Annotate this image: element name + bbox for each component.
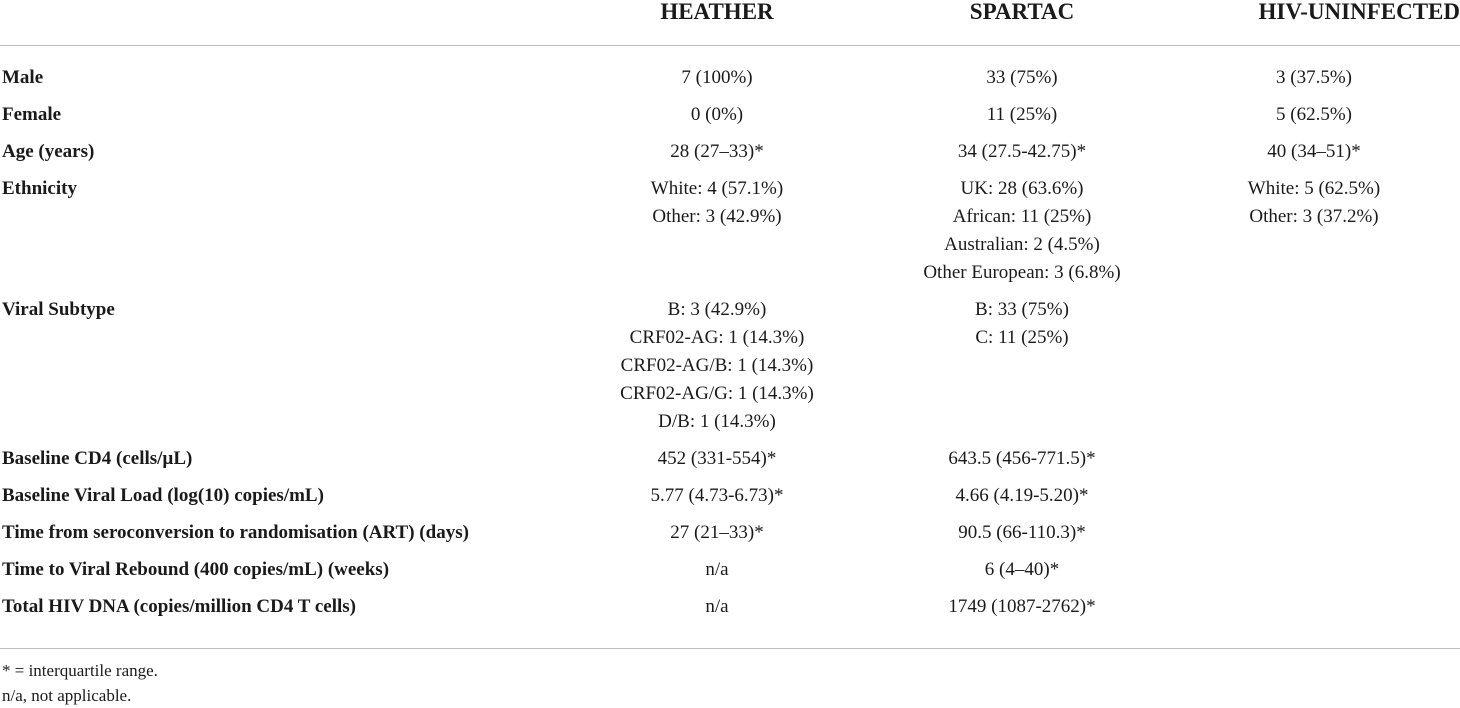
row-label: Female — [2, 104, 62, 125]
row-label: Time to Viral Rebound (400 copies/mL) (weeks) — [2, 559, 390, 580]
heather-cell — [558, 92, 876, 129]
cell-line: 33 (75%) — [986, 67, 1058, 88]
row-label: Baseline CD4 (cells/µL) — [2, 448, 193, 469]
uninfected-cell — [1168, 166, 1460, 287]
cell-line: B: 33 (75%) — [975, 299, 1069, 320]
header-heather: HEATHER — [558, 0, 876, 46]
row-label: Baseline Viral Load (log(10) copies/mL) — [2, 485, 324, 506]
header-label-column — [0, 0, 558, 46]
cell-line: 643.5 (456-771.5)* — [948, 448, 1096, 469]
table-row — [0, 584, 1460, 639]
table-body — [0, 46, 1460, 640]
table-row — [0, 166, 1460, 287]
spartac-cell — [876, 510, 1168, 547]
table-row — [0, 287, 1460, 436]
cell-line: D/B: 1 (14.3%) — [658, 411, 776, 432]
cell-line: 27 (21–33)* — [670, 522, 764, 543]
table-row — [0, 510, 1460, 547]
cell-line: n/a — [705, 596, 729, 617]
heather-cell — [558, 287, 876, 436]
cell-line: 452 (331-554)* — [657, 448, 777, 469]
heather-cell — [558, 584, 876, 639]
cell-line: 5.77 (4.73-6.73)* — [650, 485, 784, 506]
table-notes — [2, 658, 158, 708]
cell-line: Other: 3 (42.9%) — [652, 206, 782, 227]
cell-line: C: 11 (25%) — [975, 327, 1069, 348]
table-bottom-rule — [0, 648, 1460, 649]
spartac-cell — [876, 46, 1168, 93]
cell-line: CRF02-AG/B: 1 (14.3%) — [620, 355, 814, 376]
uninfected-cell — [1168, 436, 1460, 473]
cell-line: White: 4 (57.1%) — [650, 178, 784, 199]
heather-cell — [558, 547, 876, 584]
table-row — [0, 547, 1460, 584]
heather-cell — [558, 436, 876, 473]
cell-line: 1749 (1087-2762)* — [948, 596, 1096, 617]
cell-line: 6 (4–40)* — [984, 559, 1060, 580]
cell-line: Australian: 2 (4.5%) — [944, 234, 1100, 255]
cell-line: CRF02-AG/G: 1 (14.3%) — [620, 383, 814, 404]
heather-cell — [558, 510, 876, 547]
cell-line: 28 (27–33)* — [670, 141, 764, 162]
table-row — [0, 436, 1460, 473]
cell-line: n/a — [705, 559, 729, 580]
cell-line: 7 (100%) — [681, 67, 753, 88]
table-row — [0, 46, 1460, 93]
cell-line: UK: 28 (63.6%) — [960, 178, 1084, 199]
cell-line: CRF02-AG: 1 (14.3%) — [629, 327, 805, 348]
row-label: Age (years) — [2, 141, 95, 162]
spartac-cell — [876, 166, 1168, 287]
table-row — [0, 473, 1460, 510]
spartac-cell — [876, 584, 1168, 639]
table-header — [0, 0, 1460, 46]
cell-line: African: 11 (25%) — [952, 206, 1092, 227]
row-label: Male — [2, 67, 44, 88]
table-row — [0, 92, 1460, 129]
uninfected-cell — [1168, 46, 1460, 93]
heather-cell — [558, 129, 876, 166]
spartac-cell — [876, 547, 1168, 584]
uninfected-cell — [1168, 473, 1460, 510]
uninfected-cell — [1168, 92, 1460, 129]
table-row — [0, 129, 1460, 166]
spartac-cell — [876, 129, 1168, 166]
row-label: Viral Subtype — [2, 299, 115, 320]
header-row — [0, 0, 1460, 46]
spartac-cell — [876, 287, 1168, 436]
cell-line: 0 (0%) — [690, 104, 744, 125]
cell-line: 40 (34–51)* — [1267, 141, 1361, 162]
row-label: Ethnicity — [2, 178, 77, 199]
heather-cell — [558, 166, 876, 287]
cell-line: B: 3 (42.9%) — [667, 299, 767, 320]
cell-line: Other: 3 (37.2%) — [1249, 206, 1379, 227]
cell-line: 11 (25%) — [986, 104, 1058, 125]
header-spartac: SPARTAC — [876, 0, 1168, 46]
cell-line: 34 (27.5-42.75)* — [957, 141, 1087, 162]
uninfected-cell — [1168, 510, 1460, 547]
cell-line: 5 (62.5%) — [1276, 104, 1352, 125]
row-label: Time from seroconversion to randomisation (ART) (days) — [2, 522, 469, 543]
cell-line: 3 (37.5%) — [1276, 67, 1352, 88]
note-iqr: * = interquartile range. — [2, 661, 158, 680]
cell-line: White: 5 (62.5%) — [1247, 178, 1381, 199]
cell-line: 4.66 (4.19-5.20)* — [955, 485, 1089, 506]
uninfected-cell — [1168, 129, 1460, 166]
uninfected-cell — [1168, 287, 1460, 436]
cell-line: Other European: 3 (6.8%) — [923, 262, 1121, 283]
spartac-cell — [876, 92, 1168, 129]
row-label: Total HIV DNA (copies/million CD4 T cells) — [2, 596, 356, 617]
heather-cell — [558, 46, 876, 93]
spartac-cell — [876, 473, 1168, 510]
uninfected-cell — [1168, 547, 1460, 584]
uninfected-cell — [1168, 584, 1460, 639]
note-na: n/a, not applicable. — [2, 686, 132, 705]
heather-cell — [558, 473, 876, 510]
cell-line: 90.5 (66-110.3)* — [958, 522, 1086, 543]
spartac-cell — [876, 436, 1168, 473]
header-hiv-uninfected: HIV-UNINFECTED — [1168, 0, 1460, 46]
